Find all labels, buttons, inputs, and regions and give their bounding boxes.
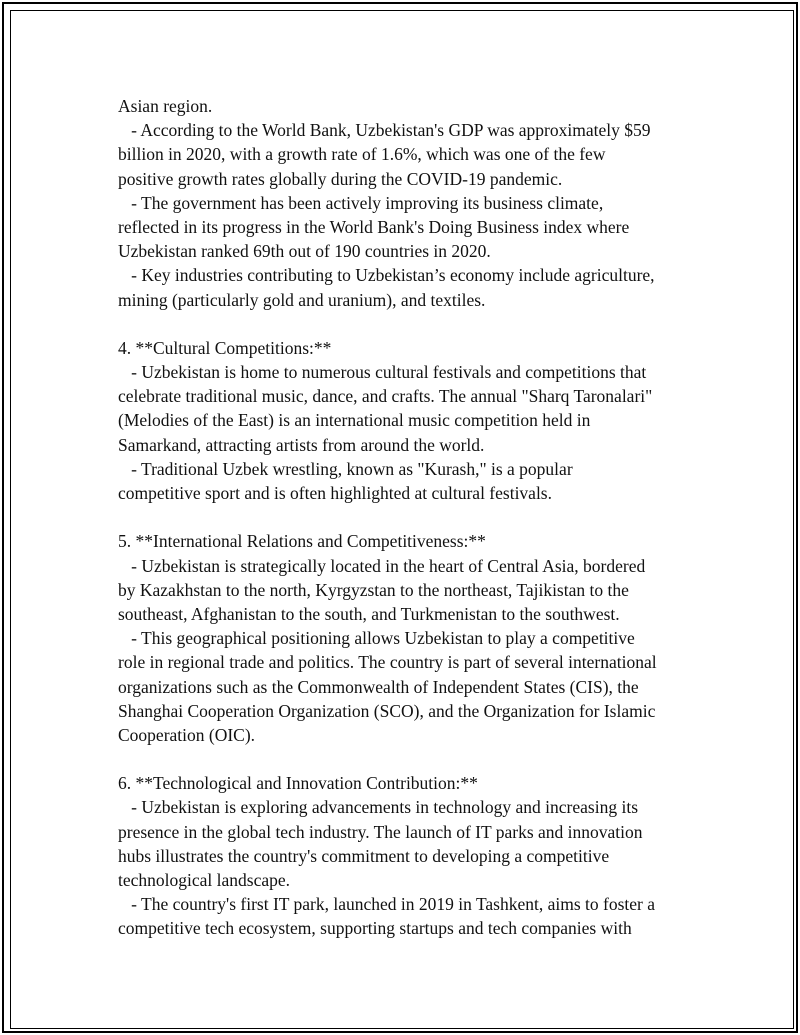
text-line: organizations such as the Commonwealth of Independent States (CIS), the <box>118 676 639 697</box>
text-line: celebrate traditional music, dance, and crafts. The annual "Sharq Taronalari" <box>118 386 653 407</box>
text-line: 5. **International Relations and Competitiveness:** <box>118 531 486 552</box>
text-line: - Key industries contributing to Uzbekistan’s economy include agriculture, <box>118 265 655 286</box>
text-line: - According to the World Bank, Uzbekistan's GDP was approximately $59 <box>118 120 651 141</box>
text-line: role in regional trade and politics. The country is part of several international <box>118 652 657 673</box>
text-line: positive growth rates globally during the COVID-19 pandemic. <box>118 168 563 189</box>
text-line: 4. **Cultural Competitions:** <box>118 337 332 358</box>
text-line: mining (particularly gold and uranium), and textiles. <box>118 289 486 310</box>
text-line: billion in 2020, with a growth rate of 1.6%, which was one of the few <box>118 144 606 165</box>
text-line: Samarkand, attracting artists from around the world. <box>118 434 485 455</box>
text-line: - Uzbekistan is strategically located in the heart of Central Asia, bordered <box>118 555 646 576</box>
text-line: - This geographical positioning allows Uzbekistan to play a competitive <box>118 628 635 649</box>
text-line: - Uzbekistan is home to numerous cultural festivals and competitions that <box>118 362 647 383</box>
blank-line <box>118 505 718 529</box>
text-line: 6. **Technological and Innovation Contribution:** <box>118 773 478 794</box>
text-line: hubs illustrates the country's commitment to developing a competitive <box>118 845 610 866</box>
text-line: reflected in its progress in the World Bank's Doing Business index where <box>118 216 630 237</box>
document-body <box>118 94 718 941</box>
text-line: by Kazakhstan to the north, Kyrgyzstan to the northeast, Tajikistan to the <box>118 579 629 600</box>
text-line: - The government has been actively improving its business climate, <box>118 192 604 213</box>
text-line: - The country's first IT park, launched in 2019 in Tashkent, aims to foster a <box>118 894 656 915</box>
text-line: Uzbekistan ranked 69th out of 190 countries in 2020. <box>118 241 491 262</box>
text-line: Asian region. <box>118 96 213 116</box>
blank-line <box>118 747 718 771</box>
text-line: - Uzbekistan is exploring advancements in technology and increasing its <box>118 797 639 818</box>
text-line: Cooperation (OIC). <box>118 724 256 745</box>
text-line: (Melodies of the East) is an international music competition held in <box>118 410 591 431</box>
text-line: technological landscape. <box>118 870 291 890</box>
text-line: Shanghai Cooperation Organization (SCO), and the Organization for Islamic <box>118 700 656 721</box>
blank-line <box>118 312 718 336</box>
text-line: southeast, Afghanistan to the south, and Turkmenistan to the southwest. <box>118 603 620 624</box>
text-line: competitive tech ecosystem, supporting startups and tech companies with <box>118 918 632 939</box>
text-line: competitive sport and is often highlighted at cultural festivals. <box>118 483 552 503</box>
text-line: presence in the global tech industry. The launch of IT parks and innovation <box>118 821 643 842</box>
text-line: - Traditional Uzbek wrestling, known as "Kurash," is a popular <box>118 458 573 479</box>
